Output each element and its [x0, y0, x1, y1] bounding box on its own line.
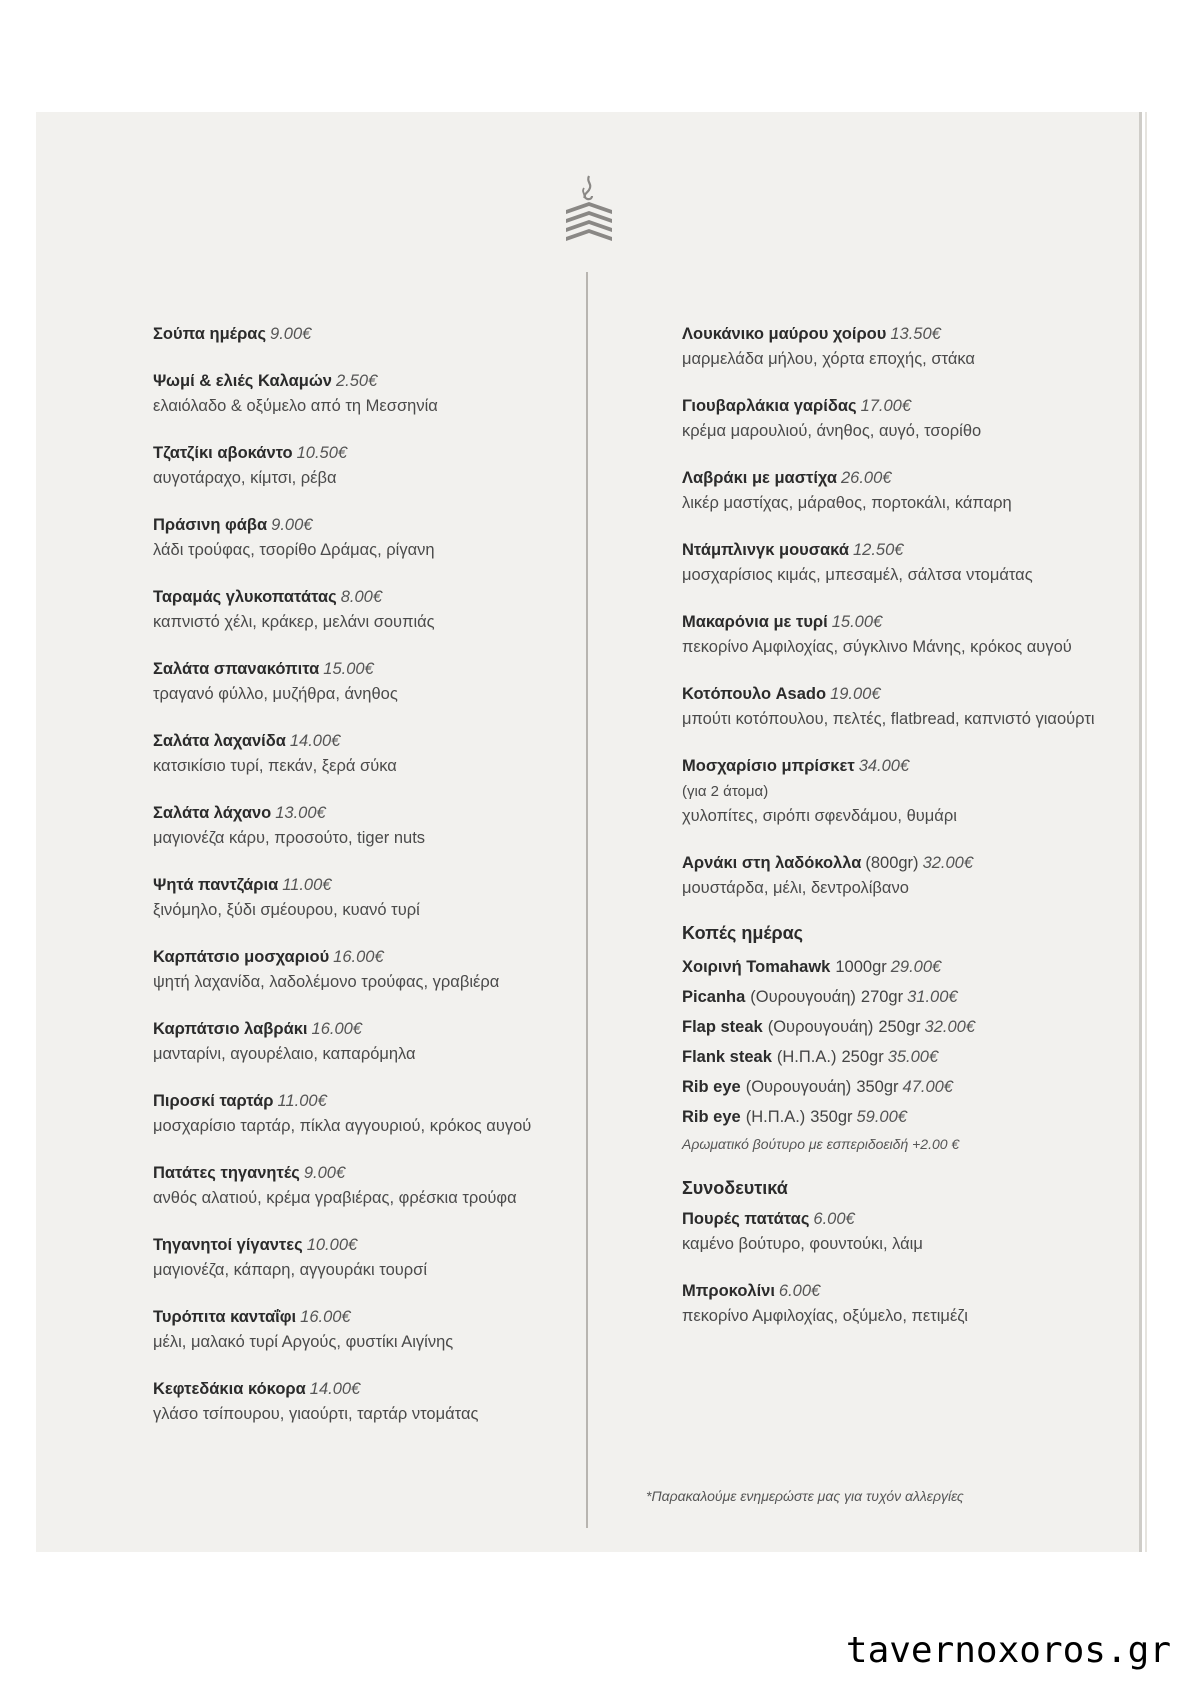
menu-item [682, 538, 1102, 588]
menu-item-title [153, 873, 573, 898]
dish-name: Ταραμάς γλυκοπατάτας [153, 588, 337, 606]
dish-description: λάδι τρούφας, τσορίθο Δράμας, ρίγανη [153, 541, 435, 559]
menu-item-title [153, 1233, 573, 1258]
dish-description: ψητή λαχανίδα, λαδολέμονο τρούφας, γραβιέρα [153, 973, 500, 991]
dish-price: 9.00€ [270, 325, 312, 343]
cut-name: Rib eye [682, 1078, 741, 1096]
cut-item [682, 1072, 1102, 1102]
menu-item-title [153, 441, 573, 466]
dish-name: Καρπάτσιο λαβράκι [153, 1020, 308, 1038]
dish-name: Κοτόπουλο Asado [682, 685, 827, 703]
side-item [682, 1207, 1102, 1257]
site-watermark: tavernoxoros.gr [840, 1628, 1177, 1673]
dish-price: 2.50€ [335, 372, 378, 390]
cuts-section-title: Κοπές ημέρας [682, 923, 804, 943]
cut-origin: (Η.Π.Α.) [745, 1108, 806, 1126]
dish-price: 26.00€ [840, 469, 892, 487]
dish-name: Κεφτεδάκια κόκορα [153, 1380, 306, 1398]
menu-item [682, 682, 1102, 732]
cut-weight: 350gr [856, 1078, 899, 1096]
menu-item-title [153, 1089, 573, 1114]
menu-item-title [682, 754, 1102, 779]
dish-description: μουστάρδα, μέλι, δεντρολίβανο [682, 879, 909, 897]
side-name: Μπροκολίνι [682, 1282, 775, 1300]
menu-item [682, 466, 1102, 516]
dish-description: καπνιστό χέλι, κράκερ, μελάνι σουπιάς [153, 613, 435, 631]
dish-description: ανθός αλατιού, κρέμα γραβιέρας, φρέσκια τρούφα [153, 1189, 517, 1207]
menu-item-title [682, 851, 1102, 876]
dish-description: χυλοπίτες, σιρόπι σφενδάμου, θυμάρι [682, 807, 957, 825]
menu-item-title [682, 610, 1102, 635]
cut-name: Flap steak [682, 1018, 763, 1036]
dish-description: μπούτι κοτόπουλου, πελτές, flatbread, καπνιστό γιαούρτι [682, 710, 1095, 728]
dish-price: 11.00€ [277, 1092, 327, 1110]
dish-description: αυγοτάραχο, κίμτσι, ρέβα [153, 469, 337, 487]
cut-name: Picanha [682, 988, 746, 1006]
dish-description: κατσικίσιο τυρί, πεκάν, ξερά σύκα [153, 757, 397, 775]
dish-description: λικέρ μαστίχας, μάραθος, πορτοκάλι, κάπαρη [682, 494, 1012, 512]
dish-description: μαγιονέζα, κάπαρη, αγγουράκι τουρσί [153, 1261, 428, 1279]
dish-name: Σαλάτα λάχανο [153, 804, 272, 822]
cut-item [682, 1012, 1102, 1042]
dish-price: 16.00€ [333, 948, 384, 966]
cut-item [682, 982, 1102, 1012]
menu-item [682, 851, 1102, 901]
dish-description: μοσχαρίσιο ταρτάρ, πίκλα αγγουριού, κρόκος αυγού [153, 1117, 532, 1135]
cut-name: Χοιρινή Tomahawk [682, 958, 831, 976]
side-item-title [682, 1279, 1102, 1304]
dish-price: 14.00€ [309, 1380, 361, 1398]
cut-item [682, 1042, 1102, 1072]
right-menu-column [682, 322, 1102, 1351]
menu-item-title [153, 729, 573, 754]
dish-description: ξινόμηλο, ξύδι σμέουρου, κυανό τυρί [153, 901, 420, 919]
dish-price: 11.00€ [282, 876, 332, 894]
menu-item-title [682, 322, 1102, 347]
cut-weight: 350gr [810, 1108, 853, 1126]
dish-name: Μακαρόνια με τυρί [682, 613, 828, 631]
dish-name: Τζατζίκι αβοκάντο [153, 444, 293, 462]
menu-item-title [153, 945, 573, 970]
dish-name: Γιουβαρλάκια γαρίδας [682, 397, 857, 415]
menu-item-title [153, 369, 573, 394]
dish-description: τραγανό φύλλο, μυζήθρα, άνηθος [153, 685, 398, 703]
dish-price: 13.00€ [275, 804, 326, 822]
side-description: καμένο βούτυρο, φουντούκι, λάιμ [682, 1235, 923, 1253]
dish-name: Τυρόπιτα κανταΐφι [153, 1308, 297, 1326]
dish-price: 16.00€ [300, 1308, 351, 1326]
dish-weight: (800gr) [865, 854, 919, 872]
side-item-title [682, 1207, 1102, 1232]
menu-item-title [682, 538, 1102, 563]
cuts-butter-extra: Αρωματικό βούτυρο με εσπεριδοειδή +2.00 € [682, 1136, 960, 1152]
menu-item [153, 441, 573, 491]
menu-item-title [682, 682, 1102, 707]
dish-price: 15.00€ [831, 613, 883, 631]
menu-item [682, 754, 1102, 829]
dish-description: μοσχαρίσιος κιμάς, μπεσαμέλ, σάλτσα ντομάτας [682, 566, 1033, 584]
dish-description: μανταρίνι, αγουρέλαιο, καπαρόμηλα [153, 1045, 416, 1063]
dish-name: Ψητά παντζάρια [153, 876, 279, 894]
menu-item [153, 1161, 573, 1211]
menu-item [153, 873, 573, 923]
dish-note: (για 2 άτομα) [682, 783, 769, 800]
cut-price: 47.00€ [902, 1078, 953, 1096]
dish-price: 12.50€ [852, 541, 904, 559]
menu-item [153, 1233, 573, 1283]
menu-item-title [682, 394, 1102, 419]
dish-price: 10.50€ [296, 444, 348, 462]
menu-item-title [153, 1305, 573, 1330]
side-name: Πουρές πατάτας [682, 1210, 810, 1228]
cut-weight: 250gr [841, 1048, 884, 1066]
dish-price: 9.00€ [271, 516, 313, 534]
menu-item [153, 369, 573, 419]
cut-price: 59.00€ [856, 1108, 907, 1126]
cut-price: 29.00€ [890, 958, 942, 976]
cut-name: Flank steak [682, 1048, 772, 1066]
cut-item [682, 952, 1102, 982]
dish-name: Καρπάτσιο μοσχαριού [153, 948, 330, 966]
dish-price: 8.00€ [340, 588, 383, 606]
menu-item [153, 322, 573, 347]
dish-description: μαγιονέζα κάρυ, προσούτο, tiger nuts [153, 829, 426, 847]
side-price: 6.00€ [778, 1282, 821, 1300]
menu-item [682, 610, 1102, 660]
menu-item-title [153, 322, 573, 347]
dish-price: 16.00€ [311, 1020, 362, 1038]
menu-item [153, 729, 573, 779]
dish-name: Σαλάτα σπανακόπιτα [153, 660, 320, 678]
cut-origin: (Ουρουγουάη) [767, 1018, 874, 1036]
dish-price: 15.00€ [323, 660, 374, 678]
dish-name: Ντάμπλινγκ μουσακά [682, 541, 849, 559]
dish-price: 10.00€ [306, 1236, 358, 1254]
cut-price: 35.00€ [887, 1048, 939, 1066]
menu-item-title [153, 1161, 573, 1186]
cut-item [682, 1102, 1102, 1132]
dish-price: 32.00€ [922, 854, 974, 872]
menu-item-title [153, 513, 573, 538]
dish-name: Πιροσκί ταρτάρ [153, 1092, 274, 1110]
dish-description: ελαιόλαδο & οξύμελο από τη Μεσσηνία [153, 397, 438, 415]
menu-item [153, 1017, 573, 1067]
dish-price: 13.50€ [890, 325, 941, 343]
menu-item [153, 585, 573, 635]
side-item [682, 1279, 1102, 1329]
dish-name: Πράσινη φάβα [153, 516, 268, 534]
dish-name: Αρνάκι στη λαδόκολλα [682, 854, 862, 872]
menu-item [682, 322, 1102, 372]
menu-item-title [153, 1377, 573, 1402]
cut-name: Rib eye [682, 1108, 741, 1126]
dish-name: Λαβράκι με μαστίχα [682, 469, 837, 487]
dish-description: μαρμελάδα μήλου, χόρτα εποχής, στάκα [682, 350, 975, 368]
cut-weight: 250gr [878, 1018, 921, 1036]
cut-origin: (Ουρουγουάη) [750, 988, 856, 1006]
restaurant-logo [562, 172, 616, 246]
side-price: 6.00€ [813, 1210, 855, 1228]
column-divider [586, 272, 588, 1528]
menu-item-title [153, 657, 573, 682]
cut-weight: 270gr [860, 988, 904, 1006]
menu-item [153, 801, 573, 851]
menu-item-title [682, 466, 1102, 491]
dish-price: 19.00€ [830, 685, 881, 703]
dish-price: 14.00€ [289, 732, 341, 750]
dish-name: Μοσχαρίσιο μπρίσκετ [682, 757, 855, 775]
allergy-note: *Παρακαλούμε ενημερώστε μας για τυχόν αλλεργίες [646, 1488, 964, 1504]
left-menu-column [153, 322, 573, 1449]
menu-item-title [153, 801, 573, 826]
dish-name: Ψωμί & ελιές Καλαμών [153, 372, 332, 390]
dish-description: μέλι, μαλακό τυρί Αργούς, φυστίκι Αιγίνης [153, 1333, 454, 1351]
dish-description: κρέμα μαρουλιού, άνηθος, αυγό, τσορίθο [682, 422, 982, 440]
cut-weight: 1000gr [835, 958, 887, 976]
sides-section-title: Συνοδευτικά [682, 1178, 788, 1198]
dish-name: Σαλάτα λαχανίδα [153, 732, 286, 750]
menu-item-title [153, 585, 573, 610]
dish-name: Σούπα ημέρας [153, 325, 267, 343]
menu-item-title [153, 1017, 573, 1042]
dish-description: πεκορίνο Αμφιλοχίας, σύγκλινο Μάνης, κρόκος αυγού [682, 638, 1072, 656]
dish-price: 17.00€ [860, 397, 912, 415]
menu-item [153, 657, 573, 707]
menu-item [153, 1089, 573, 1139]
dish-price: 9.00€ [303, 1164, 346, 1182]
menu-item [682, 394, 1102, 444]
menu-item [153, 1305, 573, 1355]
cut-price: 32.00€ [924, 1018, 975, 1036]
dish-name: Λουκάνικο μαύρου χοίρου [682, 325, 887, 343]
menu-item [153, 1377, 573, 1427]
cut-price: 31.00€ [907, 988, 958, 1006]
menu-page [36, 112, 1142, 1552]
cut-origin: (Η.Π.Α.) [776, 1048, 837, 1066]
dish-description: γλάσο τσίπουρου, γιαούρτι, ταρτάρ ντομάτας [153, 1405, 479, 1423]
cut-origin: (Ουρουγουάη) [745, 1078, 852, 1096]
dish-price: 34.00€ [858, 757, 910, 775]
dish-name: Πατάτες τηγανητές [153, 1164, 300, 1182]
dish-name: Τηγανητοί γίγαντες [153, 1236, 303, 1254]
menu-item [153, 513, 573, 563]
side-description: πεκορίνο Αμφιλοχίας, οξύμελο, πετιμέζι [682, 1307, 968, 1325]
menu-item [153, 945, 573, 995]
